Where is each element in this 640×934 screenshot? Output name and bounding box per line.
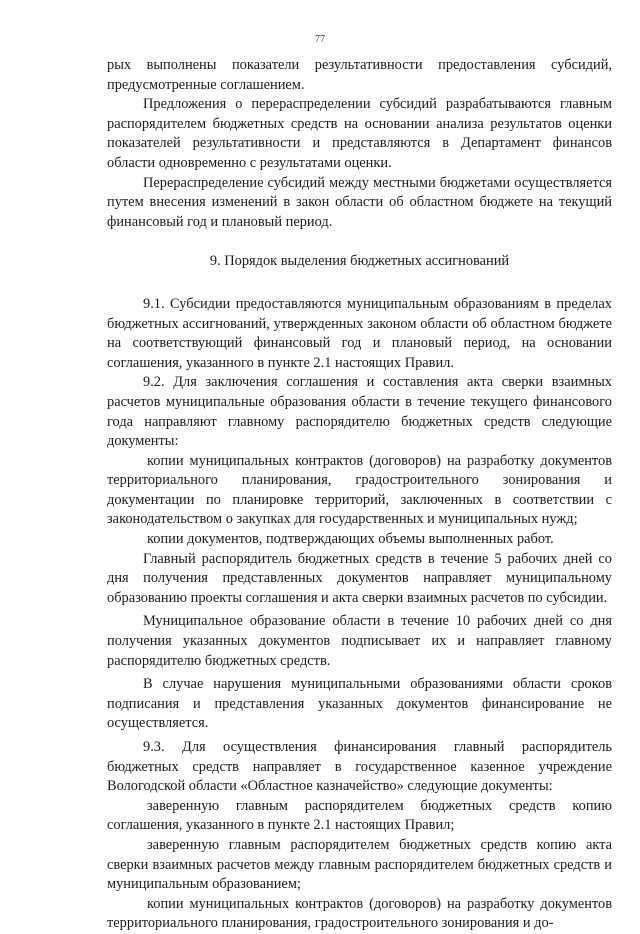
list-item: копии документов, подтверждающих объемы выполненных работ. — [147, 531, 554, 548]
paragraph: Перераспределение субсидий между местными бюджетами осуществляется путем внесения изменений в закон области об областном бюджете на текущий финансовый год и плановый период. — [107, 174, 612, 230]
paragraph: Главный распорядитель бюджетных средств в течение 5 рабочих дней со дня получения представленных документов направляет муниципальному образованию проекты соглашения и акта сверки взаимных расчетов по субсидии. — [107, 550, 612, 606]
paragraph: Муниципальное образование области в течение 10 рабочих дней со дня получения указанных документов подписывает их и направляет главному распорядителю бюджетных средств. — [107, 613, 612, 669]
list-item: копии муниципальных контрактов (договоров) на разработку документов территориального планирования, градостроительного зонирования и до- — [107, 895, 612, 932]
paragraph-9-3: 9.3. Для осуществления финансирования главный распорядитель бюджетных средств направляет в государственное казенное учреждение Вологодской области «Областное казначейство» следующие документы: — [107, 739, 612, 795]
document-body — [107, 56, 612, 934]
paragraph-9-2: 9.2. Для заключения соглашения и составления акта сверки взаимных расчетов муниципальные образования области в течение текущего финансового года направляют главному распорядителю бюджетных средств следующие документы: — [107, 374, 612, 450]
paragraph: Предложения о перераспределении субсидий разрабатываются главным распорядителем бюджетных средств на основании анализа результатов оценки показателей результативности и представляются в Департамент финансов области одновременно с результатами оценки. — [107, 96, 612, 171]
paragraph-9-1: 9.1. Субсидии предоставляются муниципальным образованиям в пределах бюджетных ассигнований, утвержденных законом области об областном бюджете на соответствующий финансовый год и плановый период, на основании соглашения, указанного в пункте 2.1 настоящих Правил. — [107, 295, 612, 371]
paragraph: В случае нарушения муниципальными образованиями области сроков подписания и представления указанных документов финансирование не осуществляется. — [107, 676, 612, 732]
list-item: копии муниципальных контрактов (договоров) на разработку документов территориального планирования, градостроительного зонирования и документации по планировке территорий, заключенных в соответствии с законодательством о закупках для государственных и муниципальных нужд; — [107, 452, 612, 528]
page-number: 77 — [315, 34, 325, 45]
paragraph: рых выполнены показатели результативности предоставления субсидий, предусмотренные соглашением. — [107, 57, 612, 93]
section-heading: 9. Порядок выделения бюджетных ассигнований — [209, 253, 510, 270]
list-item: заверенную главным распорядителем бюджетных средств копию соглашения, указанного в пункте 2.1 настоящих Правил; — [107, 797, 612, 834]
list-item: заверенную главным распорядителем бюджетных средств копию акта сверки взаимных расчетов между главным распорядителем бюджетных средств и муниципальным образованием; — [107, 836, 612, 893]
